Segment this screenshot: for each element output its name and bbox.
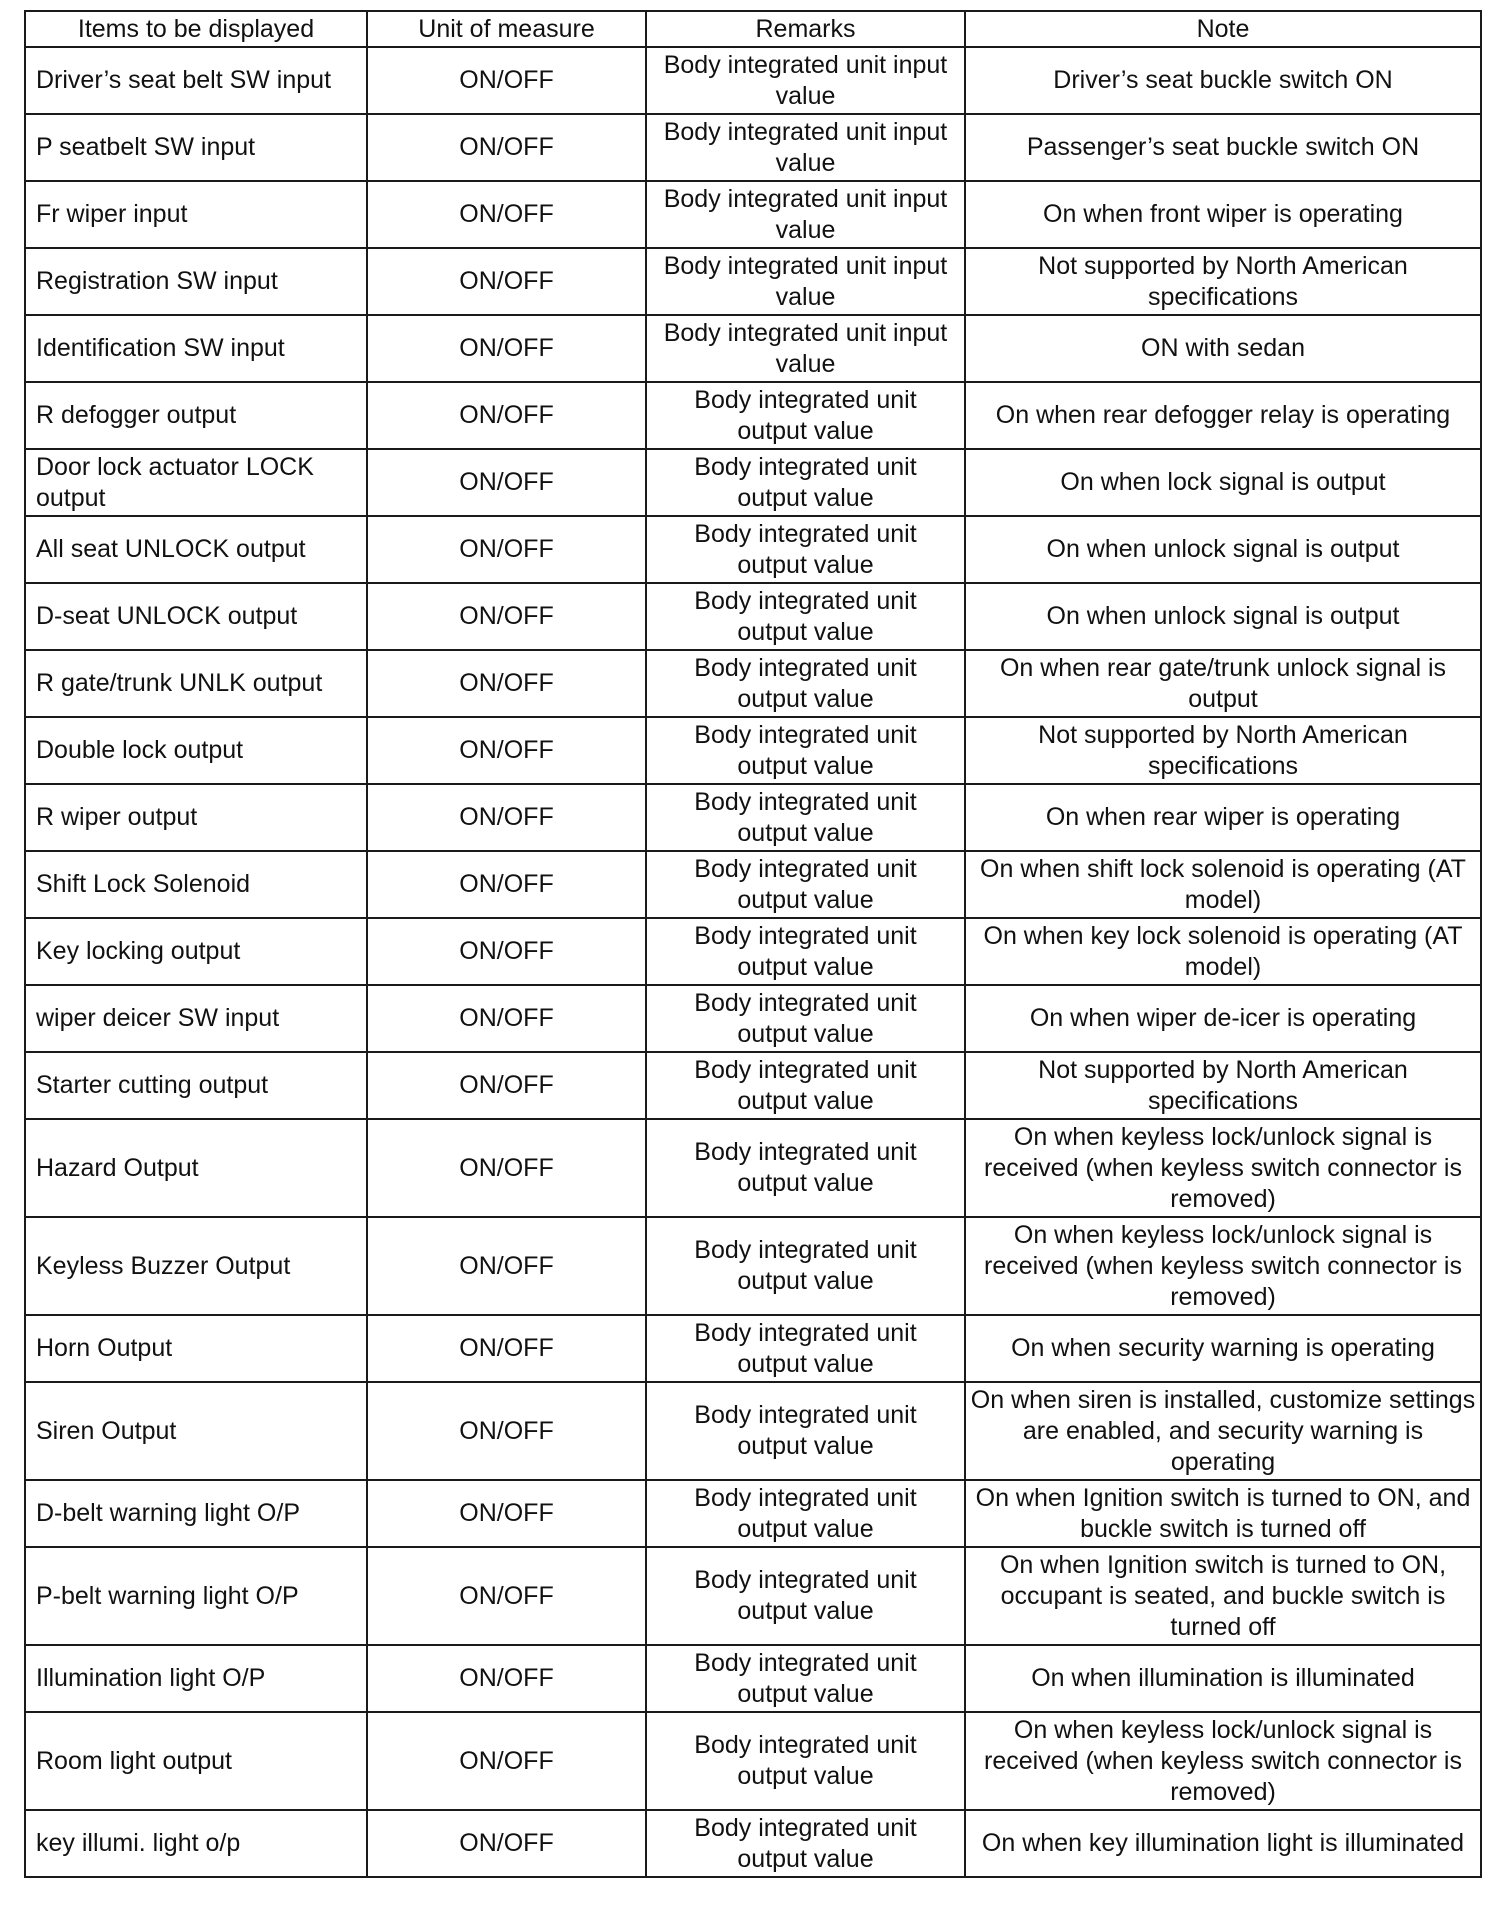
header-remarks: Remarks [646,11,965,47]
table-row [25,315,1481,382]
unit-cell: ON/OFF [367,382,646,449]
unit-cell: ON/OFF [367,918,646,985]
remarks-cell: Body integrated unit output value [646,1547,965,1645]
table-row [25,918,1481,985]
unit-cell: ON/OFF [367,47,646,114]
note-cell: Not supported by North American specifications [965,1052,1481,1119]
item-cell: P seatbelt SW input [25,114,367,181]
table-row [25,516,1481,583]
item-cell: P-belt warning light O/P [25,1547,367,1645]
remarks-cell: Body integrated unit output value [646,1480,965,1547]
header-unit-of-measure: Unit of measure [367,11,646,47]
table-row [25,717,1481,784]
item-cell: Key locking output [25,918,367,985]
note-cell: On when security warning is operating [965,1315,1481,1382]
note-cell: On when wiper de-icer is operating [965,985,1481,1052]
table-row [25,114,1481,181]
item-cell: Room light output [25,1712,367,1810]
note-cell: ON with sedan [965,315,1481,382]
table-row [25,1547,1481,1645]
remarks-cell: Body integrated unit output value [646,918,965,985]
unit-cell: ON/OFF [367,717,646,784]
note-cell: On when unlock signal is output [965,516,1481,583]
remarks-cell: Body integrated unit input value [646,315,965,382]
remarks-cell: Body integrated unit output value [646,449,965,516]
table-row [25,1217,1481,1315]
table-row [25,1119,1481,1217]
item-cell: R gate/trunk UNLK output [25,650,367,717]
table-row [25,851,1481,918]
table-row [25,47,1481,114]
item-cell: Registration SW input [25,248,367,315]
unit-cell: ON/OFF [367,1645,646,1712]
item-cell: R defogger output [25,382,367,449]
unit-cell: ON/OFF [367,315,646,382]
note-cell: On when unlock signal is output [965,583,1481,650]
item-cell: D-belt warning light O/P [25,1480,367,1547]
table-row [25,583,1481,650]
note-cell: On when keyless lock/unlock signal is received (when keyless switch connector is removed) [965,1217,1481,1315]
table-row [25,1315,1481,1382]
unit-cell: ON/OFF [367,851,646,918]
display-items-table [24,10,1482,1878]
remarks-cell: Body integrated unit output value [646,516,965,583]
note-cell: On when keyless lock/unlock signal is received (when keyless switch connector is removed) [965,1119,1481,1217]
table-row [25,1645,1481,1712]
unit-cell: ON/OFF [367,650,646,717]
table-row [25,650,1481,717]
unit-cell: ON/OFF [367,583,646,650]
remarks-cell: Body integrated unit output value [646,382,965,449]
remarks-cell: Body integrated unit output value [646,1382,965,1480]
table-row [25,181,1481,248]
unit-cell: ON/OFF [367,181,646,248]
unit-cell: ON/OFF [367,114,646,181]
display-items-table-container [24,10,1480,1878]
item-cell: Horn Output [25,1315,367,1382]
unit-cell: ON/OFF [367,1480,646,1547]
table-row [25,248,1481,315]
note-cell: On when illumination is illuminated [965,1645,1481,1712]
unit-cell: ON/OFF [367,1810,646,1877]
remarks-cell: Body integrated unit output value [646,985,965,1052]
note-cell: On when rear defogger relay is operating [965,382,1481,449]
item-cell: Starter cutting output [25,1052,367,1119]
note-cell: On when key illumination light is illuminated [965,1810,1481,1877]
remarks-cell: Body integrated unit input value [646,181,965,248]
table-row [25,985,1481,1052]
unit-cell: ON/OFF [367,985,646,1052]
note-cell: Passenger’s seat buckle switch ON [965,114,1481,181]
item-cell: key illumi. light o/p [25,1810,367,1877]
remarks-cell: Body integrated unit output value [646,1712,965,1810]
table-row [25,449,1481,516]
remarks-cell: Body integrated unit input value [646,114,965,181]
item-cell: Identification SW input [25,315,367,382]
table-row [25,382,1481,449]
unit-cell: ON/OFF [367,1217,646,1315]
remarks-cell: Body integrated unit output value [646,717,965,784]
table-row [25,1052,1481,1119]
item-cell: Double lock output [25,717,367,784]
remarks-cell: Body integrated unit output value [646,583,965,650]
item-cell: Siren Output [25,1382,367,1480]
unit-cell: ON/OFF [367,248,646,315]
remarks-cell: Body integrated unit output value [646,1315,965,1382]
remarks-cell: Body integrated unit output value [646,1645,965,1712]
item-cell: Shift Lock Solenoid [25,851,367,918]
remarks-cell: Body integrated unit output value [646,784,965,851]
unit-cell: ON/OFF [367,1119,646,1217]
table-row [25,1382,1481,1480]
item-cell: Fr wiper input [25,181,367,248]
remarks-cell: Body integrated unit output value [646,1119,965,1217]
unit-cell: ON/OFF [367,1052,646,1119]
table-header-row [25,11,1481,47]
remarks-cell: Body integrated unit output value [646,1810,965,1877]
header-items-to-be-displayed: Items to be displayed [25,11,367,47]
unit-cell: ON/OFF [367,449,646,516]
note-cell: On when siren is installed, customize settings are enabled, and security warning is operating [965,1382,1481,1480]
note-cell: Not supported by North American specifications [965,248,1481,315]
remarks-cell: Body integrated unit output value [646,851,965,918]
item-cell: wiper deicer SW input [25,985,367,1052]
note-cell: On when key lock solenoid is operating (AT model) [965,918,1481,985]
remarks-cell: Body integrated unit output value [646,1217,965,1315]
note-cell: On when rear gate/trunk unlock signal is output [965,650,1481,717]
header-note: Note [965,11,1481,47]
item-cell: Driver’s seat belt SW input [25,47,367,114]
remarks-cell: Body integrated unit input value [646,47,965,114]
remarks-cell: Body integrated unit output value [646,1052,965,1119]
item-cell: Illumination light O/P [25,1645,367,1712]
remarks-cell: Body integrated unit input value [646,248,965,315]
unit-cell: ON/OFF [367,1712,646,1810]
table-row [25,1810,1481,1877]
table-row [25,1712,1481,1810]
item-cell: All seat UNLOCK output [25,516,367,583]
note-cell: Driver’s seat buckle switch ON [965,47,1481,114]
item-cell: Keyless Buzzer Output [25,1217,367,1315]
unit-cell: ON/OFF [367,1382,646,1480]
note-cell: On when rear wiper is operating [965,784,1481,851]
item-cell: Door lock actuator LOCK output [25,449,367,516]
unit-cell: ON/OFF [367,1547,646,1645]
note-cell: On when keyless lock/unlock signal is received (when keyless switch connector is removed) [965,1712,1481,1810]
remarks-cell: Body integrated unit output value [646,650,965,717]
note-cell: On when Ignition switch is turned to ON, and buckle switch is turned off [965,1480,1481,1547]
note-cell: On when Ignition switch is turned to ON, occupant is seated, and buckle switch is turned off [965,1547,1481,1645]
note-cell: On when shift lock solenoid is operating (AT model) [965,851,1481,918]
note-cell: On when front wiper is operating [965,181,1481,248]
note-cell: On when lock signal is output [965,449,1481,516]
unit-cell: ON/OFF [367,784,646,851]
table-row [25,1480,1481,1547]
unit-cell: ON/OFF [367,516,646,583]
item-cell: D-seat UNLOCK output [25,583,367,650]
unit-cell: ON/OFF [367,1315,646,1382]
note-cell: Not supported by North American specifications [965,717,1481,784]
table-row [25,784,1481,851]
item-cell: R wiper output [25,784,367,851]
item-cell: Hazard Output [25,1119,367,1217]
